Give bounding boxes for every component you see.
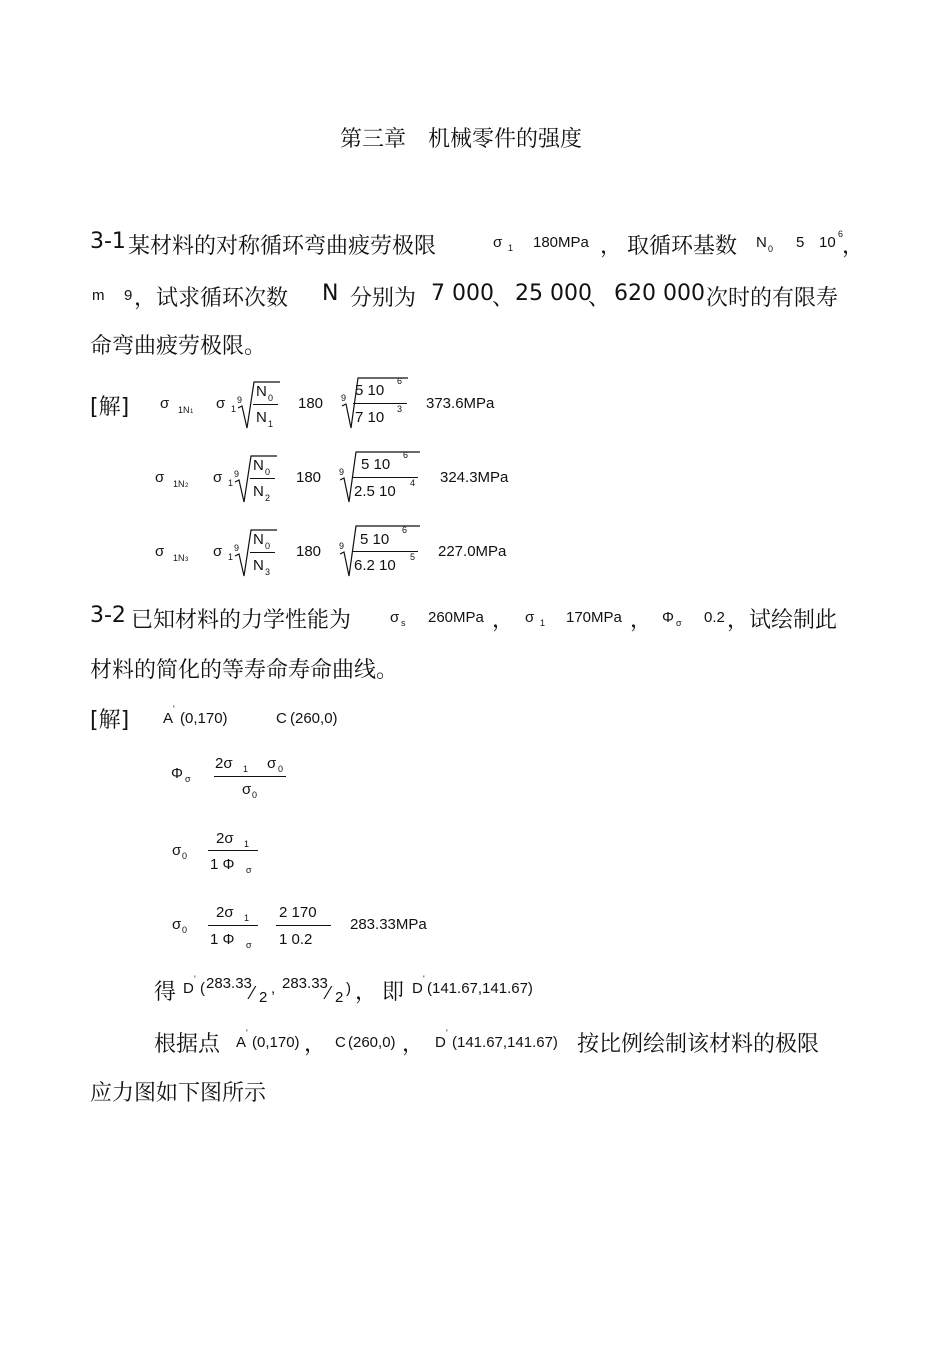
point-label: D <box>435 1034 446 1051</box>
superscript: 6 <box>402 525 408 535</box>
value: 620 000 <box>614 281 705 306</box>
superscript: 6 <box>403 450 409 460</box>
value: 180MPa <box>533 234 589 251</box>
problem-text: 取循环基数 <box>627 234 738 259</box>
subscript: 1 <box>243 764 249 774</box>
subscript: 0 <box>768 244 774 254</box>
subscript: 1N <box>173 479 185 489</box>
slash: ⁄ <box>251 983 255 1003</box>
sigma-symbol: σ <box>155 469 165 486</box>
text: 得 <box>154 980 177 1005</box>
value: 10 <box>819 234 836 251</box>
punct: ， <box>304 1032 327 1057</box>
punct: 、 <box>492 286 515 311</box>
point-label: A <box>236 1034 247 1051</box>
point-label: A <box>163 710 174 727</box>
symbol-n0: N <box>756 234 767 251</box>
subscript: 1 <box>228 478 234 488</box>
subscript: σ <box>246 865 252 875</box>
numerator: N <box>253 457 264 474</box>
root-index: 9 <box>339 541 345 551</box>
numerator: N <box>253 531 264 548</box>
fraction-bar <box>214 776 286 777</box>
value: 260MPa <box>428 609 484 626</box>
problem-text: 命弯曲疲劳极限。 <box>90 334 267 359</box>
prime: ' <box>246 1028 248 1038</box>
numerator: 5 10 <box>355 382 385 399</box>
subscript: 1 <box>231 404 237 414</box>
phi-symbol: Φ <box>171 765 183 782</box>
subscript: σ <box>676 618 682 628</box>
sigma-symbol: σ <box>160 395 170 412</box>
numerator: 5 10 <box>360 531 390 548</box>
text: 即 <box>382 980 405 1005</box>
value: 2 <box>259 989 268 1006</box>
punct: ， <box>492 608 515 633</box>
subscript: 2 <box>265 493 271 503</box>
result-value: 227.0MPa <box>438 543 507 560</box>
denominator: 1 Φ <box>210 931 235 948</box>
problem-text: 次时的有限寿 <box>706 286 839 311</box>
paren: ( <box>200 980 205 997</box>
text: 应力图如下图所示 <box>90 1081 267 1106</box>
numerator: 2σ <box>216 830 234 847</box>
result-value: 283.33MPa <box>350 916 427 933</box>
superscript: 4 <box>410 478 416 488</box>
punct: ， <box>402 1032 425 1057</box>
numerator: N <box>256 383 267 400</box>
fraction-bar <box>208 925 258 926</box>
denominator: N <box>253 483 264 500</box>
root-index: 9 <box>234 469 240 479</box>
sigma-symbol: σ <box>172 842 182 859</box>
fraction-bar <box>208 850 258 851</box>
sigma-symbol: σ <box>390 609 400 626</box>
sigma-symbol: σ <box>172 916 182 933</box>
punct: ， <box>630 608 653 633</box>
coordinate: (260,0) <box>348 1034 396 1051</box>
root-index: 9 <box>234 543 240 553</box>
prime: ' <box>446 1028 448 1038</box>
point-label: C <box>335 1034 346 1051</box>
subscript: 1N <box>178 405 190 415</box>
denominator: N <box>256 409 267 426</box>
superscript: 6 <box>397 376 403 386</box>
punct: , <box>271 980 276 997</box>
problem-text: 某材料的对称循环弯曲疲劳极限 <box>128 234 437 259</box>
sigma-symbol: σ <box>493 234 503 251</box>
subscript: 0 <box>182 925 188 935</box>
denominator: 1 Φ <box>210 856 235 873</box>
paren: ) <box>346 980 351 997</box>
subscript: 0 <box>182 851 188 861</box>
numerator: 2σ <box>216 904 234 921</box>
fraction-bar <box>352 477 418 478</box>
fraction-bar <box>352 551 418 552</box>
point-label: C <box>276 710 287 727</box>
denominator: 7 10 <box>355 409 385 426</box>
subscript: 0 <box>265 541 271 551</box>
punct: ， <box>842 234 865 259</box>
subscript: σ <box>246 940 252 950</box>
text: 按比例绘制该材料的极限 <box>577 1032 820 1057</box>
fraction-bar <box>250 478 275 479</box>
value: 283.33 <box>282 975 328 992</box>
fraction-bar <box>250 552 275 553</box>
problem-number: 3-2 <box>90 603 126 628</box>
denominator: 2.5 10 <box>354 483 396 500</box>
numerator: 2 170 <box>279 904 317 921</box>
subscript: 0 <box>278 764 284 774</box>
coordinate: (0,170) <box>252 1034 300 1051</box>
root-index: 9 <box>339 467 345 477</box>
result-value: 324.3MPa <box>440 469 509 486</box>
subscript: 2 <box>185 483 189 489</box>
subscript: 1N <box>173 553 185 563</box>
value: 0.2 <box>704 609 725 626</box>
sigma-symbol: σ <box>213 469 223 486</box>
coordinate: (141.67,141.67) <box>427 980 533 997</box>
subscript: s <box>401 618 406 628</box>
coordinate: (0,170) <box>180 710 228 727</box>
problem-text: ，试绘制此 <box>727 608 838 633</box>
value: 7 000 <box>431 281 494 306</box>
subscript: 1 <box>508 243 514 253</box>
problem-number: 3-1 <box>90 229 126 254</box>
value: 180 <box>298 395 324 412</box>
punct: ， <box>355 980 378 1005</box>
denominator: N <box>253 557 264 574</box>
value: 25 000 <box>515 281 592 306</box>
denominator: 6.2 10 <box>354 557 396 574</box>
subscript: 0 <box>265 467 271 477</box>
subscript: 0 <box>252 790 258 800</box>
subscript: 1 <box>190 409 194 415</box>
coordinate: (260,0) <box>290 710 338 727</box>
fraction-bar <box>276 925 331 926</box>
subscript: 3 <box>185 557 189 563</box>
value: 180 <box>296 543 322 560</box>
denominator: σ <box>242 781 252 798</box>
slash: ⁄ <box>327 983 331 1003</box>
root-index: 9 <box>237 395 243 405</box>
subscript: 1 <box>244 913 250 923</box>
symbol-m: m <box>92 287 105 304</box>
denominator: 1 0.2 <box>279 931 313 948</box>
subscript: 1 <box>268 419 274 429</box>
solution-label: [解] <box>90 395 130 420</box>
value: 2 <box>335 989 344 1006</box>
root-index: 9 <box>341 393 347 403</box>
numerator: σ <box>267 755 277 772</box>
problem-text: 材料的简化的等寿命寿命曲线。 <box>90 658 399 683</box>
coordinate: (141.67,141.67) <box>452 1034 558 1051</box>
symbol-n: N <box>322 281 339 306</box>
result-value: 373.6MPa <box>426 395 495 412</box>
subscript: 3 <box>265 567 271 577</box>
point-label: D <box>183 980 194 997</box>
prime: ' <box>423 974 425 984</box>
fraction-bar <box>253 404 278 405</box>
punct: ， <box>600 234 623 259</box>
text: 根据点 <box>154 1032 221 1057</box>
numerator: 5 10 <box>361 456 391 473</box>
prime: ' <box>194 974 196 984</box>
sigma-symbol: σ <box>155 543 165 560</box>
phi-symbol: Φ <box>662 609 674 626</box>
value: 283.33 <box>206 975 252 992</box>
superscript: 5 <box>410 552 416 562</box>
superscript: 6 <box>838 229 844 239</box>
superscript: 3 <box>397 404 403 414</box>
problem-text: 分别为 <box>350 286 417 311</box>
punct: 、 <box>588 286 611 311</box>
chapter-title: 第三章 机械零件的强度 <box>340 127 583 152</box>
numerator: 2σ <box>215 755 233 772</box>
sigma-symbol: σ <box>213 543 223 560</box>
value: 170MPa <box>566 609 622 626</box>
subscript: 1 <box>228 552 234 562</box>
value: 9 <box>124 287 133 304</box>
sigma-symbol: σ <box>525 609 535 626</box>
solution-label: [解] <box>90 708 130 733</box>
problem-text: 已知材料的力学性能为 <box>131 608 352 633</box>
subscript: 0 <box>268 393 274 403</box>
problem-text: ，试求循环次数 <box>134 286 289 311</box>
sigma-symbol: σ <box>216 395 226 412</box>
prime: ' <box>173 704 175 714</box>
subscript: 1 <box>244 839 250 849</box>
point-label: D <box>412 980 423 997</box>
subscript: 1 <box>540 618 546 628</box>
value: 180 <box>296 469 322 486</box>
subscript: σ <box>185 774 191 784</box>
value: 5 <box>796 234 805 251</box>
